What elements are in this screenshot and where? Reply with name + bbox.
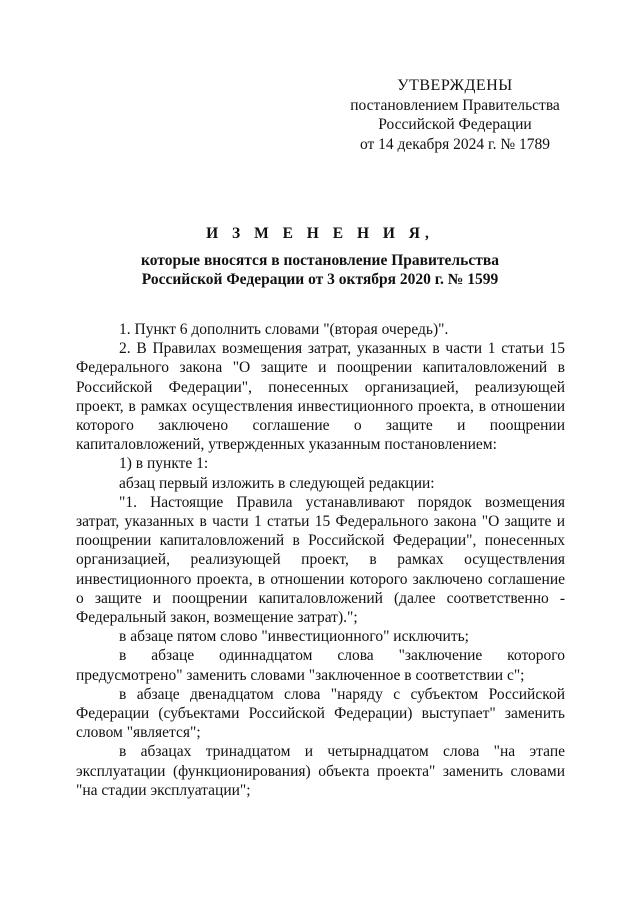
paragraph: 1. Пункт 6 дополнить словами "(вторая очередь)". (119, 321, 449, 338)
title-main: И З М Е Н Е Н И Я, (206, 225, 434, 242)
paragraph: в абзаце одиннадцатом слова "заключение которого предусмотрено" заменить словами "заключенное в соответствии с"; (76, 647, 565, 684)
title-subline: которые вносятся в постановление Правительства (141, 252, 499, 269)
document-title (0, 225, 640, 289)
paragraph: 1) в пункте 1: (119, 455, 209, 473)
paragraph: 2. В Правилах возмещения затрат, указанных в части 1 статьи 15 Федерального закона "О защите и поощрении капиталовложений в Российской Федерации", понесенных организацией, реализующей проект, в рамках осуществления инвестиционного проекта, в отношении которого заключено соглашение о защите и поощрении капиталовложений, утвержденных указанным постановлением: (76, 340, 565, 454)
paragraph: "1. Настоящие Правила устанавливают порядок возмещения затрат, указанных в части 1 статьи 15 Федерального закона "О защите и поощрении капиталовложений в Российской Федерации", понесенных организацией, реализующей проект, в рамках осуществления инвестиционного проекта, в отношении которого заключено соглашение о защите и поощрении капиталовложений (далее соответственно - Федеральный закон, возмещение затрат)."; (76, 493, 565, 627)
approval-heading: УТВЕРЖДЕНЫ (397, 77, 513, 94)
approval-line: от 14 декабря 2024 г. № 1789 (359, 135, 551, 153)
title-subline: Российской Федерации от 3 октября 2020 г. № 1599 (141, 271, 499, 288)
approval-line: постановлением Правительства (350, 96, 560, 114)
document-body (76, 320, 565, 800)
paragraph: в абзаце пятом слово "инвестиционного" исключить; (119, 628, 469, 646)
approval-line: Российской Федерации (378, 116, 532, 133)
paragraph: абзац первый изложить в следующей редакции: (119, 474, 435, 492)
approval-block (330, 76, 580, 154)
paragraph: в абзацах тринадцатом и четырнадцатом слова "на этапе эксплуатации (функционирования) объекта проекта" заменить словами "на стадии эксплуатации"; (76, 743, 565, 799)
paragraph: в абзаце двенадцатом слова "наряду с субъектом Российской Федерации (субъектами Российской Федерации) выступает" заменить словом "является"; (76, 685, 565, 742)
